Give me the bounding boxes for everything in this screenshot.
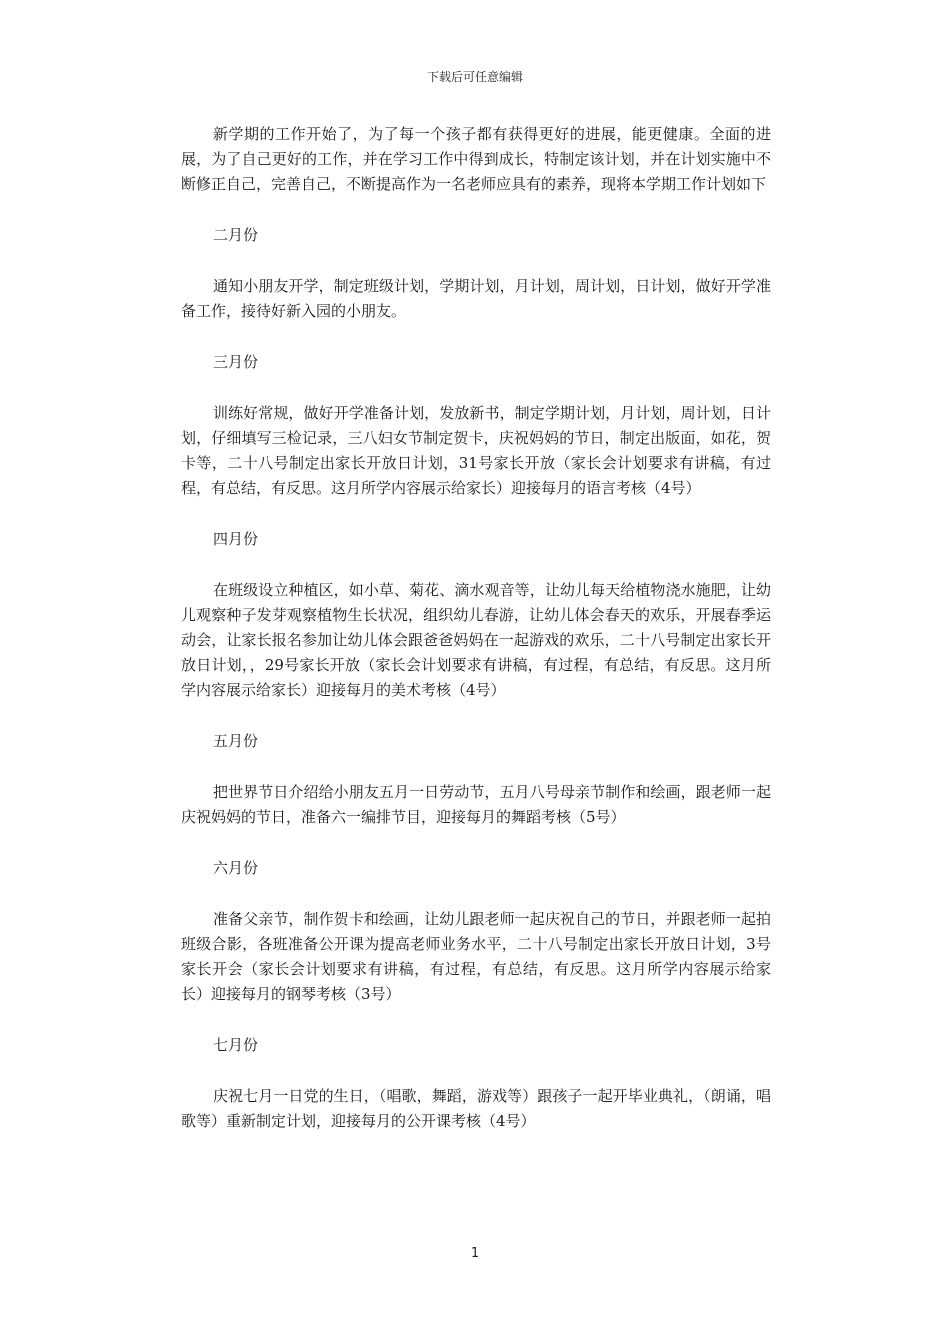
section-body-jul: 庆祝七月一日党的生日，（唱歌，舞蹈，游戏等）跟孩子一起开毕业典礼，（朗诵，唱歌等）重新制定计划，迎接每月的公开课考核（4号） [181,1087,771,1130]
section-heading-feb: 二月份 [213,226,259,244]
section-heading-apr: 四月份 [213,530,259,548]
section-heading-jul: 七月份 [213,1036,259,1054]
intro-paragraph: 新学期的工作开始了，为了每一个孩子都有获得更好的进展，能更健康。全面的进展，为了自己更好的工作，并在学习工作中得到成长，特制定该计划，并在计划实施中不断修正自己，完善自己，不断提高作为一名老师应具有的素养，现将本学期工作计划如下 [181,125,771,193]
section-heading-jun: 六月份 [213,859,259,877]
page-number: 1 [470,1246,480,1261]
section-body-may: 把世界节日介绍给小朋友五月一日劳动节，五月八号母亲节制作和绘画，跟老师一起庆祝妈妈的节日，准备六一编排节目，迎接每月的舞蹈考核（5号） [181,783,771,826]
section-body-apr: 在班级设立种植区，如小草、菊花、滴水观音等，让幼儿每天给植物浇水施肥，让幼儿观察种子发芽观察植物生长状况，组织幼儿春游，让幼儿体会春天的欢乐，开展春季运动会，让家长报名参加让幼儿体会跟爸爸妈妈在一起游戏的欢乐，二十八号制定出家长开放日计划，，29号家长开放（家长会计划要求有讲稿，有过程，有总结，有反思。这月所学内容展示给家长）迎接每月的美术考核（4号） [181,581,771,699]
section-heading-may: 五月份 [213,732,259,750]
section-body-mar: 训练好常规，做好开学准备计划，发放新书，制定学期计划，月计划，周计划，日计划，仔细填写三检记录，三八妇女节制定贺卡，庆祝妈妈的节日，制定出版面，如花，贺卡等，二十八号制定出家长开放日计划，31号家长开放（家长会计划要求有讲稿，有过程，有总结，有反思。这月所学内容展示给家长）迎接每月的语言考核（4号） [181,404,771,497]
section-body-jun: 准备父亲节，制作贺卡和绘画，让幼儿跟老师一起庆祝自己的节日，并跟老师一起拍班级合影，各班准备公开课为提高老师业务水平，二十八号制定出家长开放日计划，3号家长开会（家长会计划要求有讲稿，有过程，有总结，有反思。这月所学内容展示给家长）迎接每月的钢琴考核（3号） [181,910,771,1003]
document-body [181,122,771,1160]
section-body-feb: 通知小朋友开学，制定班级计划，学期计划，月计划，周计划，日计划，做好开学准备工作，接待好新入园的小朋友。 [181,277,771,320]
header-note: 下载后可任意编辑 [426,70,523,84]
section-heading-mar: 三月份 [213,353,259,371]
